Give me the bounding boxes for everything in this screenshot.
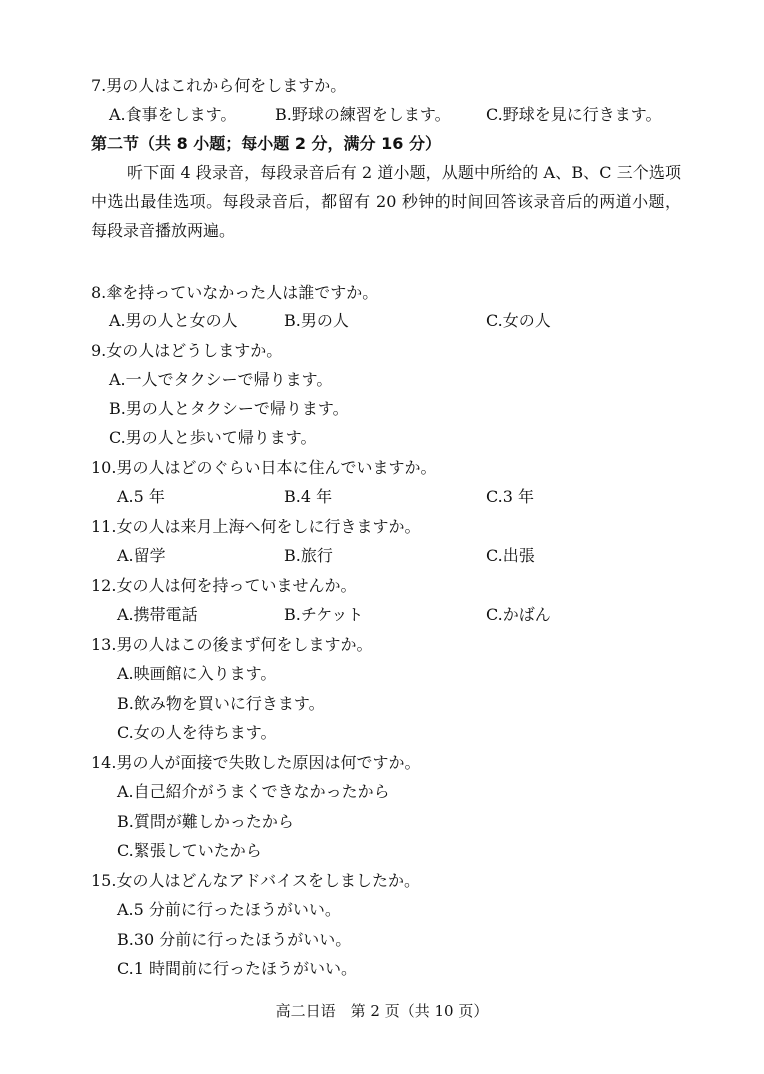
question-9-option-a: A.一人でタクシーで帰ります。 (109, 370, 333, 389)
question-12-option-b: B.チケット (284, 605, 364, 624)
question-8-option-c: C.女の人 (486, 311, 551, 330)
question-7-stem: 7.男の人はこれから何をしますか。 (91, 76, 347, 95)
question-11-options (117, 545, 717, 567)
question-15-option-c: C.1 時間前に行ったほうがいい。 (117, 959, 358, 978)
question-7-options (109, 104, 709, 126)
question-7-option-c: C.野球を見に行きます。 (486, 105, 662, 124)
question-10-option-c: C.3 年 (486, 487, 535, 506)
question-11-option-a: A.留学 (117, 546, 166, 565)
question-14-option-b: B.質問が難しかったから (117, 812, 294, 831)
section-2-instructions: 听下面 4 段录音，每段录音后有 2 道小题，从题中所给的 A、B、C 三个选项中选出最佳选项。每段录音后，都留有 20 秒钟的时间回答该录音后的两道小题，每段录音播放两遍。 (91, 163, 681, 240)
question-12-options (117, 604, 717, 626)
question-11-stem: 11.女の人は来月上海へ何をしに行きますか。 (91, 517, 421, 536)
question-11-option-b: B.旅行 (284, 546, 333, 565)
question-12-option-c: C.かばん (486, 605, 551, 624)
question-8-option-a: A.男の人と女の人 (109, 311, 238, 330)
question-15-option-a: A.5 分前に行ったほうがいい。 (117, 900, 341, 919)
question-7-option-b: B.野球の練習をします。 (275, 105, 451, 124)
question-8-option-b: B.男の人 (284, 311, 349, 330)
question-12-stem: 12.女の人は何を持っていませんか。 (91, 576, 357, 595)
question-8-options (109, 310, 709, 332)
question-13-option-c: C.女の人を待ちます。 (117, 723, 277, 742)
question-13-option-a: A.映画館に入ります。 (117, 664, 277, 683)
question-10-stem: 10.男の人はどのぐらい日本に住んでいますか。 (91, 458, 437, 477)
question-8-stem: 8.傘を持っていなかった人は誰ですか。 (91, 283, 379, 302)
page-footer: 高二日语 第 2 页（共 10 页） (275, 1002, 489, 1020)
question-9-option-b: B.男の人とタクシーで帰ります。 (109, 399, 349, 418)
question-12-option-a: A.携帯電話 (117, 605, 198, 624)
question-9-stem: 9.女の人はどうしますか。 (91, 341, 283, 360)
question-13-stem: 13.男の人はこの後まず何をしますか。 (91, 635, 373, 654)
question-13-option-b: B.飲み物を買いに行きます。 (117, 694, 325, 713)
question-14-option-a: A.自己紹介がうまくできなかったから (117, 782, 390, 801)
question-15-option-b: B.30 分前に行ったほうがいい。 (117, 930, 352, 949)
question-15-stem: 15.女の人はどんなアドバイスをしましたか。 (91, 871, 420, 890)
question-9-option-c: C.男の人と歩いて帰ります。 (109, 428, 317, 447)
question-7-option-a: A.食事をします。 (109, 105, 237, 124)
question-11-option-c: C.出張 (486, 546, 535, 565)
question-14-option-c: C.緊張していたから (117, 841, 262, 860)
section-2-heading: 第二节（共 8 小题；每小题 2 分，满分 16 分） (91, 134, 441, 153)
question-10-options (117, 486, 717, 508)
question-10-option-b: B.4 年 (284, 487, 333, 506)
question-14-stem: 14.男の人が面接で失敗した原因は何ですか。 (91, 753, 421, 772)
question-10-option-a: A.5 年 (117, 487, 165, 506)
